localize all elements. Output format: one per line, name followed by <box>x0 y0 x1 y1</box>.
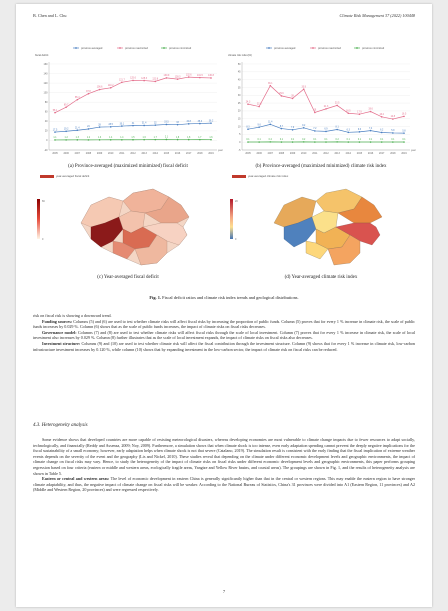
data-point <box>281 95 283 97</box>
data-point <box>96 86 103 91</box>
caption-d: (d) Year-averaged climate risk index <box>284 275 358 280</box>
data-point <box>401 113 407 118</box>
data-point <box>99 126 101 128</box>
paragraph: Governance model: Columns (7) and (8) are used to test whether climate risks will affect fiscal risks through the scale of local investment. Column (7) proves that for every 1 % increase in climate risk, the scale of local investment also increases by 0.029 %. Column (8) further illustrates that as the scale of local investment expands, the impact of climate risks on fiscal risks also decreases. <box>33 329 415 341</box>
data-label: 130.8 <box>208 75 214 78</box>
x-tick-label: 2007 <box>267 152 273 155</box>
data-point <box>210 77 212 79</box>
data-point <box>392 118 394 120</box>
colorbar <box>230 199 233 239</box>
data-point <box>88 128 90 130</box>
data-label: 21.4 <box>75 127 80 130</box>
x-tick-label: 2011 <box>312 152 318 155</box>
data-point <box>359 113 361 115</box>
x-tick-label: 2017 <box>186 152 192 155</box>
data-label: 0.1 <box>391 139 395 142</box>
data-point <box>291 95 294 100</box>
y-tick-label: 80 <box>44 101 48 105</box>
data-label: 29.6 <box>279 93 284 96</box>
data-point <box>142 136 146 141</box>
data-point <box>292 129 294 131</box>
data-point <box>346 129 350 134</box>
data-point <box>325 141 327 143</box>
y-tick-label: 0 <box>239 140 241 144</box>
data-point <box>258 126 260 128</box>
data-label: 1.1 <box>53 137 57 140</box>
data-point <box>88 139 90 141</box>
x-tick-label: 2012 <box>130 152 136 155</box>
paragraph-heading: Eastern or central and western areas: <box>42 476 110 482</box>
caption-b: (b) Province-averaged (maximized minimized) climate risk index <box>255 164 387 169</box>
data-label: 8.1 <box>335 126 339 129</box>
data-point <box>154 124 156 126</box>
x-tick-label: 2010 <box>301 152 307 155</box>
map-d-legend: year-averaged climate risk index <box>232 174 288 178</box>
data-label: 97.8 <box>86 90 91 93</box>
data-point <box>109 136 113 141</box>
data-point <box>130 77 136 82</box>
data-point <box>120 136 124 141</box>
data-point <box>325 108 327 110</box>
legend-label: province minimized <box>362 47 385 50</box>
data-point <box>210 122 212 124</box>
legend-marker <box>119 47 121 49</box>
data-label: 123.6 <box>152 78 159 81</box>
y-tick-label: 50 <box>237 62 241 66</box>
data-label: 132.6 <box>185 74 192 77</box>
data-point <box>314 130 316 132</box>
x-tick-label: 2008 <box>85 152 92 155</box>
data-label: 0.1 <box>346 139 350 142</box>
legend-swatch <box>232 175 246 178</box>
legend-marker <box>356 47 358 49</box>
data-point <box>131 122 135 127</box>
data-point <box>141 77 148 82</box>
y-tick-label: 100 <box>43 91 48 95</box>
paragraph: Investment structure: Columns (9) and (10) are used to test whether climate risk will affect the fiscal contribution through the investment structure. Column (9) shows that for every 1 % increase in climate risk, low-carbon infrastructure investment increases by 0.120 %, while column (10) shows that by expanding investment in the low-carbon sector, the impact of climate risk on fiscal risks can be reduced. <box>33 340 415 352</box>
data-point <box>131 136 135 141</box>
series-line <box>52 74 211 113</box>
data-label: 0.2 <box>335 139 339 142</box>
data-point <box>281 141 283 143</box>
figure-caption-text: Fiscal deficit ratios and climate risk index trends and geological distributions. <box>162 295 299 300</box>
running-header-journal: Climate Risk Management 37 (2022) 100448 <box>339 13 415 18</box>
data-label: 125.3 <box>141 77 148 80</box>
data-point <box>380 129 384 134</box>
data-label: 58.1 <box>52 109 58 112</box>
legend-label: province maximized <box>125 47 148 50</box>
data-point <box>258 141 260 143</box>
x-tick-label: 2009 <box>289 152 296 155</box>
y-tick-label: -20 <box>44 148 48 152</box>
data-point <box>268 82 273 87</box>
data-point <box>174 76 181 80</box>
data-point <box>175 136 180 141</box>
data-label: 2.1 <box>164 136 169 139</box>
y-tick-label: 20 <box>44 129 48 133</box>
data-label: 24 <box>87 126 90 129</box>
data-label: 14.8 <box>390 116 396 119</box>
y-tick-label: 10 <box>237 125 241 129</box>
data-point <box>209 136 213 141</box>
data-point <box>163 75 170 79</box>
paragraph-heading: Investment structure: <box>42 340 81 346</box>
colorbar-high: 66 <box>42 200 45 203</box>
data-point <box>153 136 157 141</box>
data-label: 6.3 <box>346 129 350 132</box>
map-c-legend: year-averaged fiscal deficit <box>40 174 89 178</box>
legend-swatch <box>40 175 54 178</box>
fiscal-deficit-line-chart <box>33 42 223 162</box>
chart-a <box>33 42 223 162</box>
data-label: 7.4 <box>368 127 373 130</box>
data-point <box>54 131 56 133</box>
data-label: 0.1 <box>246 139 250 142</box>
data-label: 36.2 <box>208 120 214 123</box>
data-label: 16.2 <box>379 114 384 117</box>
x-tick-label: 2014 <box>152 152 158 155</box>
x-tick-label: 2010 <box>108 152 114 155</box>
x-tick-label: 2013 <box>334 152 340 155</box>
colorbar-high: 20 <box>235 200 238 203</box>
data-point <box>76 129 78 131</box>
data-point <box>247 128 249 130</box>
data-point <box>403 141 405 143</box>
legend-marker <box>75 47 77 49</box>
data-label: 121.7 <box>118 79 125 82</box>
data-label: 5.8 <box>402 130 406 133</box>
data-label: 1.6 <box>142 136 146 139</box>
data-label: 19 <box>313 109 317 112</box>
data-point <box>152 78 159 83</box>
legend-marker <box>163 47 165 49</box>
y-tick-label: 40 <box>237 78 241 82</box>
data-label: 17.5 <box>52 129 58 132</box>
data-point <box>368 108 373 113</box>
x-tick-label: 2019 <box>208 152 214 155</box>
data-label: 30.1 <box>119 123 125 126</box>
data-label: 1.7 <box>198 136 202 139</box>
data-label: 31.4 <box>141 122 147 125</box>
caption-a: (a) Province-averaged (maximized minimized) fiscal deficit <box>68 164 188 169</box>
paragraph-heading: Funding sources: <box>42 318 73 324</box>
data-point <box>247 141 249 143</box>
data-point <box>381 141 383 143</box>
x-tick-label: 2012 <box>323 152 329 155</box>
paper-page <box>16 4 432 607</box>
figure-label: Fig. 1. <box>149 295 162 300</box>
data-point <box>292 141 294 143</box>
data-point <box>247 103 249 105</box>
data-label: 28.5 <box>108 124 113 127</box>
data-label: 28 <box>291 95 294 98</box>
data-label: 128.3 <box>174 76 181 79</box>
data-point <box>403 132 405 134</box>
x-tick-label: 2015 <box>356 152 363 155</box>
legend-label: province averaged <box>81 47 103 50</box>
data-label: 69.7 <box>63 104 69 107</box>
data-label: 24.3 <box>245 101 251 104</box>
china-map-climate-risk <box>226 179 416 271</box>
x-axis-label: year <box>218 149 223 152</box>
y-tick-label: 140 <box>43 72 48 76</box>
data-point <box>196 74 203 79</box>
legend-label: province maximized <box>318 47 341 50</box>
data-label: 110.2 <box>107 84 114 87</box>
x-tick-label: 2018 <box>197 152 203 155</box>
data-point <box>164 136 169 141</box>
data-label: 7.9 <box>290 127 295 130</box>
data-label: 5.9 <box>391 130 395 133</box>
x-tick-label: 2016 <box>174 152 181 155</box>
data-point <box>303 141 305 143</box>
data-point <box>198 136 202 141</box>
y-tick-label: -5 <box>238 148 241 152</box>
china-map-fiscal-deficit <box>33 179 223 271</box>
data-label: 23.5 <box>334 102 340 105</box>
x-tick-label: 2014 <box>345 152 351 155</box>
data-point <box>75 96 80 101</box>
data-label: 1.7 <box>153 136 157 139</box>
data-point <box>368 127 373 132</box>
data-point <box>347 112 349 114</box>
data-label: 35.3 <box>197 120 203 123</box>
data-label: 33.5 <box>164 121 169 124</box>
y-tick-label: 20 <box>237 109 241 113</box>
data-label: 0.1 <box>324 139 328 142</box>
chart-b <box>226 42 416 162</box>
data-point <box>303 88 305 90</box>
data-label: 0.1 <box>380 139 384 142</box>
y-tick-label: 0 <box>46 139 48 143</box>
data-label: 1.4 <box>109 136 113 139</box>
data-label: 34.8 <box>186 121 191 124</box>
legend-label: province minimized <box>169 47 192 50</box>
y-axis-label: fiscal deficit <box>35 54 49 57</box>
map-c <box>33 179 223 271</box>
data-point <box>54 139 56 141</box>
y-tick-label: 60 <box>44 110 48 114</box>
data-label: 0.2 <box>268 139 272 142</box>
y-tick-label: 15 <box>237 117 241 121</box>
map-d <box>226 179 416 271</box>
figure-caption <box>33 295 415 300</box>
data-point <box>392 141 394 143</box>
data-label: 6.6 <box>357 129 362 132</box>
x-tick-label: 2006 <box>63 152 69 155</box>
x-tick-label: 2008 <box>278 152 285 155</box>
data-point <box>313 109 317 114</box>
data-label: 32 <box>154 122 157 125</box>
section-heading: 4.3. Heterogeneity analysis <box>33 423 88 428</box>
data-label: 1.8 <box>175 136 180 139</box>
body-text-block-2 <box>33 437 415 493</box>
data-label: 0.1 <box>290 139 295 142</box>
data-label: 1.2 <box>86 137 91 140</box>
data-label: 28 <box>98 124 101 127</box>
climate-risk-line-chart <box>226 42 416 162</box>
data-label: 1.4 <box>120 136 124 139</box>
x-tick-label: 2005 <box>52 152 58 155</box>
y-tick-label: 35 <box>237 86 241 90</box>
data-point <box>118 79 125 83</box>
data-label: 125.6 <box>130 77 136 80</box>
data-label: 19.2 <box>63 128 69 131</box>
data-point <box>65 139 67 141</box>
data-label: 22.8 <box>256 103 262 106</box>
data-label: 1.6 <box>209 136 213 139</box>
x-tick-label: 2006 <box>256 152 262 155</box>
data-label: 131.5 <box>196 74 203 77</box>
legend-label: province averaged <box>274 47 296 50</box>
data-point <box>347 141 349 143</box>
data-point <box>76 139 78 141</box>
paragraph: Funding sources: Columns (5) and (6) are used to test whether climate risks will affect fiscal risks by increasing the proportion of public funds. Column (5) proves that for every 1 % increase in climate risk, the scale of public funds increases by 0.029 %. Column (6) shows that as the scale of public funds increases, the impact of climate risks on fiscal risks decreases. <box>33 318 415 330</box>
data-point <box>314 141 316 143</box>
data-label: 33.9 <box>301 86 306 89</box>
data-point <box>359 141 361 143</box>
y-tick-label: 25 <box>237 101 241 105</box>
data-label: 0.2 <box>302 139 306 142</box>
x-tick-label: 2015 <box>163 152 170 155</box>
data-point <box>141 122 147 127</box>
legend-marker <box>312 47 314 49</box>
data-label: 9.2 <box>302 124 306 127</box>
data-label: 0.1 <box>368 139 373 142</box>
data-point <box>336 141 338 143</box>
y-tick-label: 120 <box>43 81 48 85</box>
x-tick-label: 2013 <box>141 152 147 155</box>
data-label: 1.2 <box>64 137 68 140</box>
data-label: 31 <box>131 122 135 125</box>
data-point <box>359 131 361 133</box>
data-label: 130.9 <box>163 75 170 78</box>
data-label: 16.5 <box>401 113 407 116</box>
x-tick-label: 2019 <box>401 152 407 155</box>
page-number: 7 <box>222 589 226 594</box>
data-point <box>185 74 192 78</box>
x-tick-label: 2007 <box>74 152 80 155</box>
colorbar-low: 0 <box>42 238 44 241</box>
data-point <box>381 116 383 118</box>
data-label: 0.1 <box>313 139 317 142</box>
data-label: 6.2 <box>380 129 384 132</box>
y-tick-label: 30 <box>237 94 241 98</box>
data-point <box>279 125 284 130</box>
data-label: 19.6 <box>368 108 373 111</box>
data-point <box>99 139 101 141</box>
paragraph: Eastern or central and western areas: The level of economic development in eastern China is generally significantly higher than that in the central or western regions. This may enable the eastern region to have stronger climate adaptability, and thus, the negative impact of climate change on fiscal risks will be weaker. According to the National Bureau of Statistics, China's 31 provinces were divided into A1 (Eastern Region, 11 provinces) and A2 (Middle and Western Region, 20 provinces) and were regressed respectively. <box>33 476 416 493</box>
data-label: 0.1 <box>402 139 406 142</box>
x-axis-label: year <box>411 149 416 152</box>
caption-c: (c) Year-averaged fiscal deficit <box>97 275 159 280</box>
data-label: 1.5 <box>131 136 135 139</box>
data-label: 1.8 <box>187 136 191 139</box>
y-tick-label: 5 <box>239 133 241 137</box>
data-point <box>392 132 394 134</box>
data-point <box>268 121 273 126</box>
data-label: 8.7 <box>279 125 284 128</box>
y-axis-label: climate risk index(%) <box>228 54 252 57</box>
y-tick-label: 160 <box>43 62 48 66</box>
data-label: 33 <box>176 121 179 124</box>
data-label: 106.6 <box>96 86 103 89</box>
colorbar-low: 0 <box>235 238 237 241</box>
data-label: 18.5 <box>346 110 351 113</box>
data-label: 1.3 <box>75 137 79 140</box>
data-label: 8.3 <box>246 126 250 129</box>
x-tick-label: 2018 <box>390 152 396 155</box>
data-label: 9.6 <box>257 124 261 127</box>
data-label: 0.1 <box>257 139 261 142</box>
data-point <box>187 136 191 141</box>
data-point <box>86 90 91 95</box>
data-label: 7.2 <box>313 128 317 131</box>
data-point <box>65 106 67 108</box>
data-point <box>302 124 306 129</box>
x-tick-label: 2017 <box>379 152 385 155</box>
paragraph: risk on fiscal risk is showing a downward trend. <box>33 313 112 318</box>
legend-marker <box>268 47 270 49</box>
data-point <box>110 126 112 128</box>
x-tick-label: 2005 <box>245 152 251 155</box>
data-point <box>164 121 169 126</box>
paragraph: Some evidence shows that developed countries are more capable of resisting meteorological disasters, whereas developing economies are most vulnerable to climate change impacts due to fewer resources to adapt socially, technologically, and financially (Reddy and Assenza, 2009; Noy, 2009). Furthermore, a simulation shows that when climate shock is too intense, even early adaptation spending cannot prevent the deeply negative implications for the fiscal sustainability of a small economy; however, early adaptation helps when climate shock is not that severe (Catalano, 2019). The simulation result is consistent with the early finding that the fiscal implication of extreme weather events depends on the severity of the event and the geography (Lis and Nickel, 2010). These studies reveal that depending on the climate under different economic development levels and geographic environments, the impact of climate change on fiscal risks may vary. Hence, to study the heterogeneity of the impact of climate risks on fiscal risks under different economic development levels and geographic environments, this paper performs grouping regression based on four criteria (eastern or middle and western areas, ecologically fragile areas, Yangtze and Yellow River basins, and coastal areas). The groupings are shown in Fig. 1, and the results of heterogeneity analysis are shown in Table 5. <box>33 437 415 476</box>
data-point <box>52 109 58 114</box>
data-point <box>370 141 372 143</box>
body-text-block-1 <box>33 313 415 352</box>
china-outline <box>274 189 382 265</box>
china-outline <box>81 189 189 265</box>
y-tick-label: 40 <box>44 120 48 124</box>
running-header-authors: B. Chen and L. Chu <box>33 13 67 18</box>
data-label: 0.1 <box>279 139 284 142</box>
data-label: 36.1 <box>268 82 273 85</box>
data-point <box>324 128 328 133</box>
data-label: 11.4 <box>268 121 273 124</box>
data-point <box>121 125 123 127</box>
x-tick-label: 2011 <box>119 152 125 155</box>
x-tick-label: 2016 <box>367 152 374 155</box>
data-point <box>197 120 203 125</box>
y-tick-label: 45 <box>237 70 241 74</box>
data-point <box>65 130 67 132</box>
data-point <box>269 141 271 143</box>
data-point <box>335 126 339 131</box>
paragraph-heading: Governance model: <box>42 329 77 335</box>
data-label: 21.3 <box>323 106 329 109</box>
data-label: 17.9 <box>357 111 362 114</box>
data-label: 0.1 <box>357 139 362 142</box>
data-point <box>107 84 114 89</box>
data-label: 85.4 <box>75 96 80 99</box>
data-label: 1.3 <box>97 137 102 140</box>
colorbar <box>37 199 40 239</box>
data-point <box>176 121 179 126</box>
data-point <box>256 103 262 108</box>
data-point <box>334 102 340 107</box>
data-point <box>188 123 190 125</box>
data-label: 6.9 <box>324 128 328 131</box>
x-tick-label: 2009 <box>96 152 103 155</box>
